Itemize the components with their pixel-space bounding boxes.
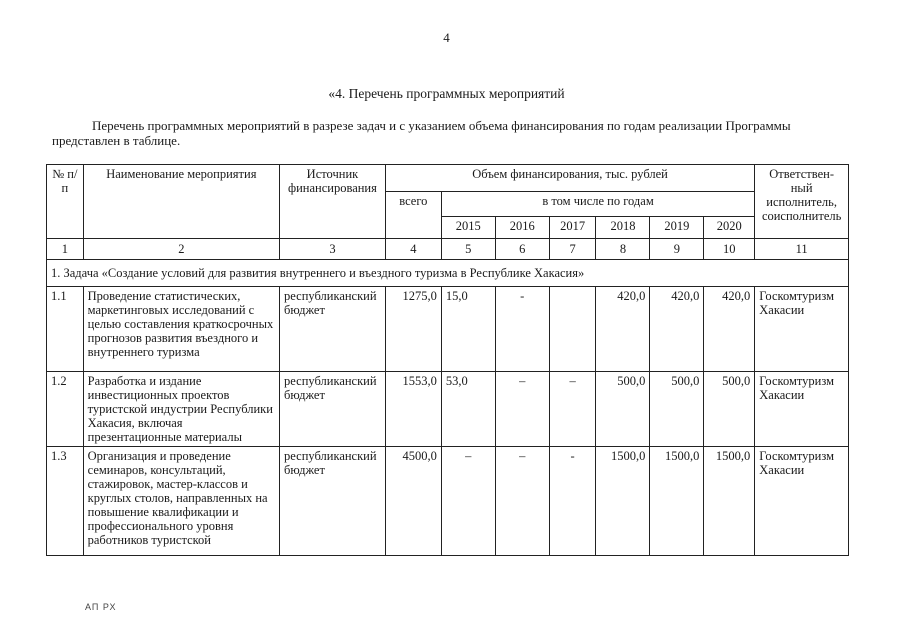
row-name: Проведение статистических, маркетинговых исследований с целью составления краткосрочных прогнозов развития въездного и внутреннего туризма <box>83 287 279 372</box>
column-number: 7 <box>549 239 596 260</box>
header-funding-group: Объем финансирования, тыс. рублей <box>385 165 754 192</box>
column-number: 1 <box>47 239 84 260</box>
column-number: 6 <box>495 239 549 260</box>
row-2020: 1500,0 <box>704 447 755 556</box>
row-2017 <box>549 287 596 372</box>
row-source: республиканский бюджет <box>280 372 386 447</box>
row-2018: 420,0 <box>596 287 650 372</box>
column-numbers-row <box>47 239 849 260</box>
header-year: 2019 <box>650 217 704 239</box>
row-name: Организация и проведение семинаров, консультаций, стажировок, мастер-классов и круглых столов, направленных на повышение квалификации и профессионального уровня работников туристской <box>83 447 279 556</box>
row-2020: 500,0 <box>704 372 755 447</box>
row-2020: 420,0 <box>704 287 755 372</box>
column-number: 2 <box>83 239 279 260</box>
header-year: 2015 <box>441 217 495 239</box>
header-year: 2018 <box>596 217 650 239</box>
row-name: Разработка и издание инвестиционных проектов туристской индустрии Республики Хакасия, включая презентационные материалы <box>83 372 279 447</box>
row-num: 1.1 <box>47 287 84 372</box>
row-total: 4500,0 <box>385 447 441 556</box>
row-2015: 15,0 <box>441 287 495 372</box>
program-activities-table <box>46 164 849 556</box>
row-num: 1.2 <box>47 372 84 447</box>
column-number: 4 <box>385 239 441 260</box>
row-2015: 53,0 <box>441 372 495 447</box>
column-number: 10 <box>704 239 755 260</box>
row-total: 1275,0 <box>385 287 441 372</box>
table-row <box>47 372 849 447</box>
row-responsible: Госкомтуризм Хакасии <box>755 447 849 556</box>
header-responsible: Ответствен-ный исполнитель, соисполнитель <box>755 165 849 239</box>
row-2017: – <box>549 372 596 447</box>
table-row <box>47 287 849 372</box>
header-year: 2017 <box>549 217 596 239</box>
row-2016: - <box>495 287 549 372</box>
section-heading: «4. Перечень программных мероприятий <box>328 86 565 101</box>
column-number: 9 <box>650 239 704 260</box>
row-source: республиканский бюджет <box>280 447 386 556</box>
row-2018: 500,0 <box>596 372 650 447</box>
table-row <box>47 447 849 556</box>
task-row <box>47 260 849 287</box>
header-total: всего <box>385 192 441 239</box>
intro-paragraph: Перечень программных мероприятий в разрезе задач и с указанием объема финансирования по годам реализации Программы представлен в таблице. <box>52 118 791 148</box>
header-source: Источник финансирования <box>280 165 386 239</box>
row-2019: 1500,0 <box>650 447 704 556</box>
row-2015: – <box>441 447 495 556</box>
task-title: 1. Задача «Создание условий для развития внутреннего и въездного туризма в Республике Хакасия» <box>47 260 849 287</box>
column-number: 11 <box>755 239 849 260</box>
column-number: 8 <box>596 239 650 260</box>
row-total: 1553,0 <box>385 372 441 447</box>
row-2017: - <box>549 447 596 556</box>
row-2018: 1500,0 <box>596 447 650 556</box>
header-by-year-group: в том числе по годам <box>441 192 754 217</box>
row-2016: – <box>495 372 549 447</box>
page-number: 4 <box>443 30 450 45</box>
row-2016: – <box>495 447 549 556</box>
row-2019: 420,0 <box>650 287 704 372</box>
row-num: 1.3 <box>47 447 84 556</box>
column-number: 5 <box>441 239 495 260</box>
header-num: № п/п <box>47 165 84 239</box>
row-responsible: Госкомтуризм Хакасии <box>755 287 849 372</box>
row-responsible: Госкомтуризм Хакасии <box>755 372 849 447</box>
column-number: 3 <box>280 239 386 260</box>
row-source: республиканский бюджет <box>280 287 386 372</box>
header-name: Наименование мероприятия <box>83 165 279 239</box>
row-2019: 500,0 <box>650 372 704 447</box>
header-year: 2016 <box>495 217 549 239</box>
header-year: 2020 <box>704 217 755 239</box>
footer-stamp: АП РХ <box>85 602 117 612</box>
